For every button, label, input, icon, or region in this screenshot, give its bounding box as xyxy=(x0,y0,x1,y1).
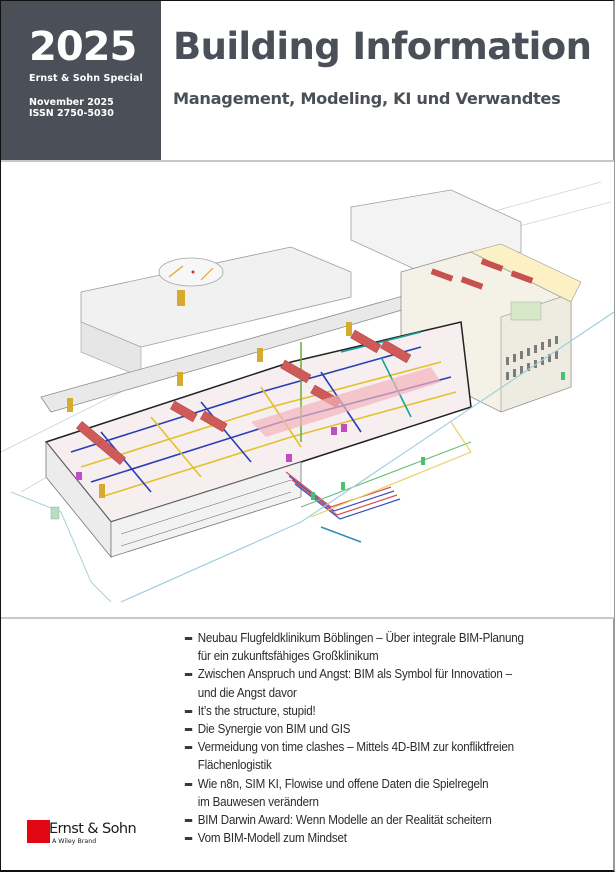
contents-item-line: Wie n8n, SIM KI, Flowise und offene Daten die Spielregeln xyxy=(197,776,489,791)
contents-item[interactable] xyxy=(183,811,569,829)
bullet-dash-icon xyxy=(185,637,192,640)
bullet-dash-icon xyxy=(185,837,192,840)
contents-item-line: Flächenlogistik xyxy=(197,758,272,773)
issn: ISSN 2750-5030 xyxy=(29,108,114,119)
contents-item-line: BIM Darwin Award: Wenn Modelle an der Realität scheitern xyxy=(197,813,492,828)
red-square-logo-icon xyxy=(27,820,50,843)
bim-building-model-illustration xyxy=(1,162,614,617)
contents-item-line: für ein zukunftsfähiges Großklinikum xyxy=(197,649,379,664)
issue-info xyxy=(29,97,161,119)
contents-item-line: It’s the structure, stupid! xyxy=(197,703,316,718)
contents-item[interactable] xyxy=(183,720,569,738)
bullet-dash-icon xyxy=(185,710,192,713)
cover-title: Building Information xyxy=(173,25,592,68)
contents-item-line: Vom BIM-Modell zum Mindset xyxy=(197,831,347,846)
header-info-block xyxy=(1,1,161,160)
issue-date: November 2025 xyxy=(29,97,114,108)
cover-subtitle: Management, Modeling, KI und Verwandtes xyxy=(173,89,561,108)
publisher-name: Ernst & Sohn xyxy=(49,821,137,837)
table-of-contents xyxy=(183,629,603,847)
contents-item[interactable] xyxy=(183,629,569,665)
contents-item-line: Die Synergie von BIM und GIS xyxy=(197,722,351,737)
contents-item[interactable] xyxy=(183,738,569,774)
bullet-dash-icon xyxy=(185,746,192,749)
bullet-dash-icon xyxy=(185,728,192,731)
building-model-icon xyxy=(1,162,614,617)
publisher-tagline: A Wiley Brand xyxy=(52,838,97,845)
contents-item-line: und die Angst davor xyxy=(197,685,297,700)
header-title-area xyxy=(161,1,613,160)
contents-item-line: im Bauwesen verändern xyxy=(197,794,319,809)
contents-item-line: Zwischen Anspruch und Angst: BIM als Symbol für Innovation – xyxy=(197,667,512,682)
contents-divider xyxy=(1,617,614,619)
contents-item[interactable] xyxy=(183,829,569,847)
series-name: Ernst & Sohn Special xyxy=(29,73,143,84)
publisher-logo[interactable] xyxy=(27,820,137,846)
contents-item[interactable] xyxy=(183,665,569,701)
bullet-dash-icon xyxy=(185,783,192,786)
contents-item[interactable] xyxy=(183,702,569,720)
bullet-dash-icon xyxy=(185,819,192,822)
contents-item-line: Neubau Flugfeldklinikum Böblingen – Über integrale BIM-Planung xyxy=(197,631,524,645)
bullet-dash-icon xyxy=(185,673,192,676)
contents-item-line: Vermeidung von time clashes – Mittels 4D-BIM zur konfliktfreien xyxy=(197,740,514,755)
contents-item[interactable] xyxy=(183,775,569,811)
cover-year: 2025 xyxy=(29,24,137,70)
